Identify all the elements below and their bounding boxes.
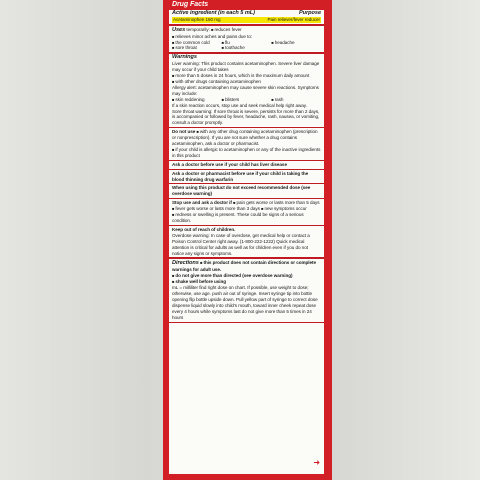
do-not-use-item: ■ if your child is allergic to acetaminophen or any of the inactive ingredients in this product: [172, 147, 321, 159]
purpose-value: Pain reliever/fever reducer: [267, 16, 320, 22]
uses-label: Uses: [172, 26, 186, 33]
bottom-band: [169, 474, 324, 480]
uses-sub: ■ the common cold: [172, 40, 222, 46]
active-label: Active ingredient (in each 5 mL): [172, 9, 255, 16]
ask-doctor-section: Ask a doctor before use if your child has liver disease: [169, 161, 324, 170]
drug-facts-title: Drug Facts: [169, 0, 324, 10]
warnings-label: Warnings: [172, 54, 197, 61]
when-using-section: When using this product do not exceed recommended dose (see overdose warning): [169, 184, 324, 199]
uses-item: ■ relieves minor aches and pains due to:: [172, 34, 321, 40]
warnings-section: [169, 54, 324, 128]
ask-pharmacist-section: Ask a doctor or pharmacist before use if your child is taking the blood thinning drug warfarin: [169, 170, 324, 185]
symptom: ■ rash: [271, 97, 321, 103]
uses-section: [169, 26, 324, 55]
direction-item: ■ this product does not contain directions or complete warnings for adult use.: [172, 260, 316, 272]
do-not-use-item: ■ with any other drug containing acetaminophen (prescription or nonprescription). If you are not sure whether a drug contains acetaminophen, ask a doctor or pharmacist.: [172, 129, 317, 146]
active-ingredient-section: [169, 10, 324, 26]
directions-label: Directions: [172, 260, 199, 267]
background-left: [0, 0, 150, 480]
uses-sub: ■ flu: [222, 40, 272, 46]
uses-sub: ■ sore throat: [172, 45, 222, 51]
do-not-use-section: [169, 128, 324, 161]
directions-section: [169, 259, 324, 322]
stop-item: ■ new symptoms occur: [261, 206, 307, 211]
stop-use-label: Stop use and ask a doctor if: [172, 200, 232, 206]
stop-tail: These could be signs of a serious condition.: [172, 212, 304, 223]
direction-item: ■ do not give more than directed (see overdose warning): [172, 273, 321, 279]
liver-warning: Liver warning: This product contains acetaminophen. Severe liver damage may occur if your child takes: [172, 61, 320, 73]
keep-out-label: Keep out of reach of children.: [172, 226, 236, 232]
symptom: ■ blisters: [222, 97, 272, 103]
ingredient-value: Acetaminophen 160 mg: [173, 16, 221, 22]
purpose-label: Purpose: [298, 9, 321, 16]
uses-sub: ■ toothache: [222, 45, 272, 51]
sore-throat-warning: Sore throat warning: If sore throat is severe, persists for more than 2 days, is accompanied or followed by fever, headache, rash, nausea, or vomiting, consult a doctor promptly.: [172, 108, 320, 126]
liver-item: ■ with other drugs containing acetaminophen: [172, 79, 321, 85]
stop-item: ■ fever gets worse or lasts more than 3 days: [172, 206, 260, 211]
keep-out-section: [169, 226, 324, 260]
uses-item: ■ reduces fever: [211, 27, 242, 32]
overdose-warning: Overdose warning: In case of overdose, get medical help or contact a Poison Control Center right away. (1-800-222-1222) Quick medical attention is critical for adults as well as for children even if you do not notice any signs or symptoms.: [172, 232, 310, 256]
uses-sub: ■ headache: [271, 40, 321, 46]
uses-intro: temporarily:: [186, 26, 210, 32]
background-right: [330, 0, 480, 480]
continue-arrow-icon: ➜: [313, 458, 320, 468]
liver-item: ■ more than 5 doses in 24 hours, which is the maximum daily amount: [172, 73, 321, 79]
stop-item: ■ pain gets worse or lasts more than 5 days: [233, 200, 319, 205]
stop-item: ■ redness or swelling is present.: [172, 212, 236, 217]
stop-use-section: [169, 199, 324, 226]
allergy-alert: Allergy alert: acetaminophen may cause severe skin reactions. Symptoms may include:: [172, 84, 319, 96]
symptom: ■ skin reddening: [172, 97, 222, 103]
directions-tail: mL = milliliter find right dose on chart. If possible, use weight to dose; otherwise, use age. push air out of syringe. Insert syringe tip into bottle opening flip bottle upside down. Pull yellow part of syringe to correct dose dispense liquid slowly into child's mouth, toward inner cheek repeat dose every 4 hours while symptoms last do not give more than 5 times in 24 hours: [172, 285, 318, 320]
allergy-tail: If a skin reaction occurs, stop use and seek medical help right away.: [172, 102, 307, 108]
do-not-use-label: Do not use: [172, 129, 196, 135]
direction-item: ■ shake well before using: [172, 279, 321, 285]
drug-facts-panel: [163, 0, 332, 480]
